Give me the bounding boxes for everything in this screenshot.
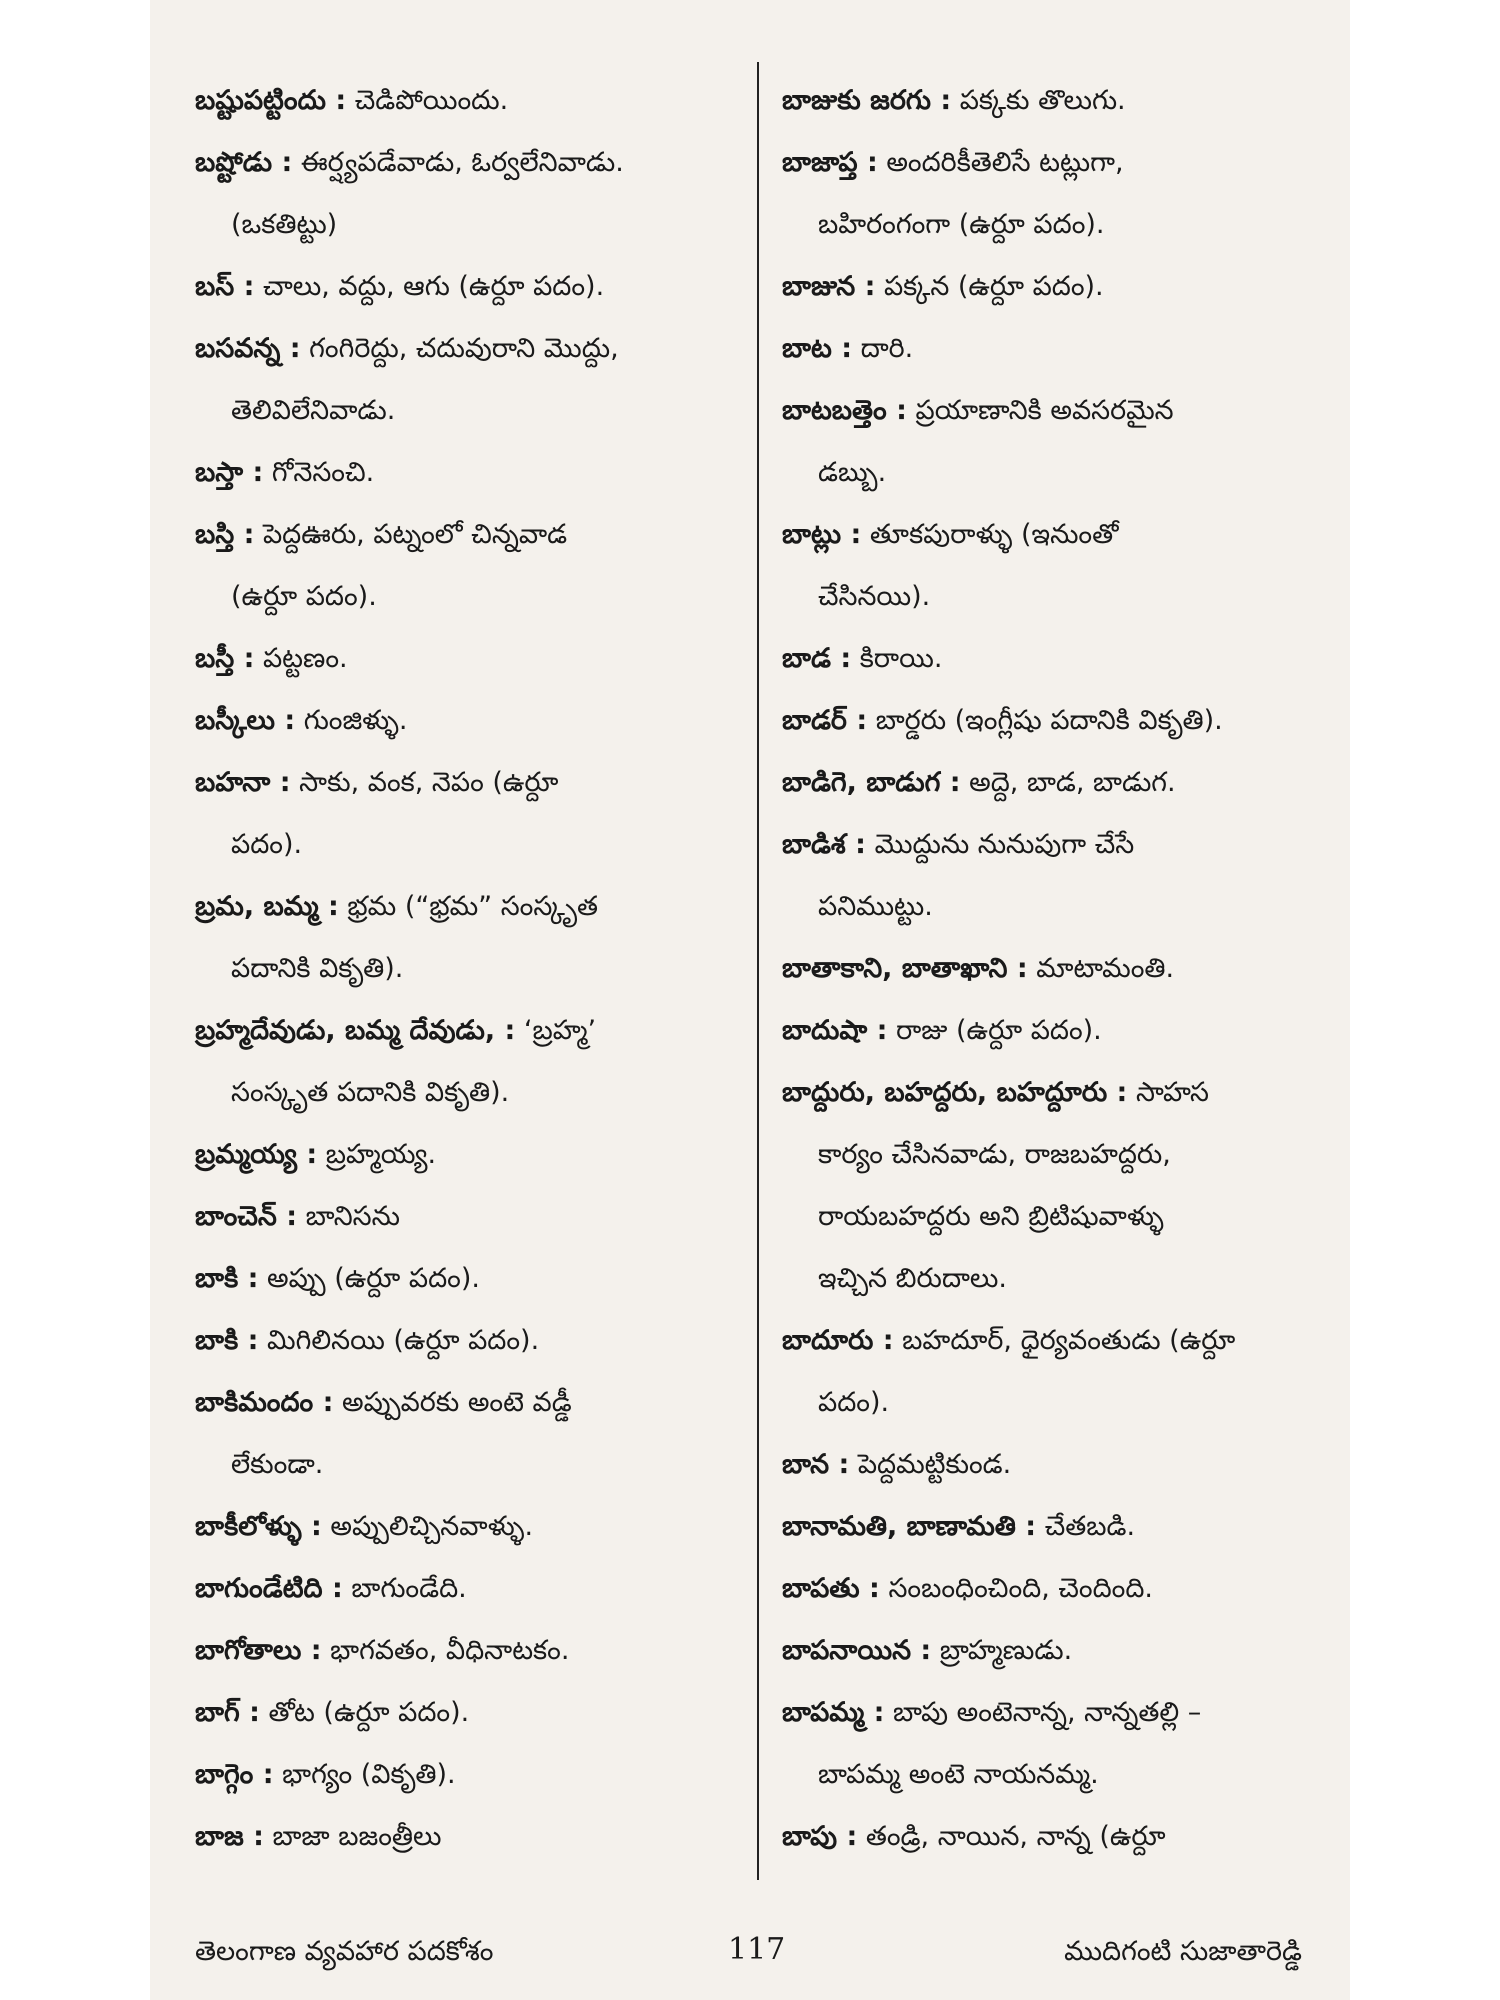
dictionary-entry	[782, 504, 1342, 628]
dictionary-entry	[782, 132, 1342, 256]
headword: బాపు :	[782, 1821, 858, 1852]
headword: బ్రమ, బమ్మ :	[195, 891, 339, 922]
definition: ప్రయాణానికి అవసరమైన	[906, 395, 1174, 426]
headword: బాజాప్త :	[782, 147, 878, 178]
headword: బ్రహ్మదేవుడు, బమ్మ దేవుడు, :	[195, 1015, 516, 1046]
definition: చాలు, వద్దు, ఆగు (ఉర్దూ పదం).	[254, 271, 605, 302]
definition: అప్పులిచ్చినవాళ్ళు.	[321, 1511, 534, 1542]
definition-continuation: చేసినయి).	[818, 581, 931, 612]
headword: బాగుండేటిది :	[195, 1573, 343, 1604]
dictionary-entry	[782, 380, 1342, 504]
headword: బాజ :	[195, 1821, 264, 1852]
definition: బాపు అంటెనాన్న, నాన్నతల్లి –	[884, 1697, 1202, 1728]
dictionary-entry	[782, 318, 1342, 380]
definition-continuation: సంస్కృత పదానికి వికృతి).	[231, 1077, 510, 1108]
dictionary-entry	[782, 1496, 1342, 1558]
definition: అప్పు (ఉర్దూ పదం).	[258, 1263, 480, 1294]
definition: రాజు (ఉర్దూ పదం).	[887, 1015, 1102, 1046]
definition: గుంజిళ్ళు.	[295, 705, 408, 736]
headword: బాదుషా :	[782, 1015, 888, 1046]
headword: బాన :	[782, 1449, 850, 1480]
dictionary-entry	[195, 628, 755, 690]
definition: తోట (ఉర్దూ పదం).	[259, 1697, 470, 1728]
definition: బార్డరు (ఇంగ్లీషు పదానికి వికృతి).	[867, 705, 1223, 736]
dictionary-entry	[195, 1124, 755, 1186]
dictionary-entry	[195, 1806, 755, 1868]
definition-continuation: తెలివిలేనివాడు.	[231, 395, 396, 426]
headword: బష్టోడు :	[195, 147, 293, 178]
dictionary-entry	[195, 1558, 755, 1620]
definition: ఈర్ష్యపడేవాడు, ఓర్వలేనివాడు.	[292, 147, 624, 178]
definition: బాగుండేది.	[342, 1573, 467, 1604]
dictionary-entry	[195, 132, 755, 256]
dictionary-entry	[195, 876, 755, 1000]
column-divider	[757, 62, 759, 1880]
definition-continuation: పదం).	[231, 829, 303, 860]
definition: గోనెసంచి.	[263, 457, 375, 488]
headword: బాట :	[782, 333, 852, 364]
dictionary-entry	[782, 1558, 1342, 1620]
dictionary-page	[150, 0, 1350, 2000]
definition: గంగిరెద్దు, చదువురాని మొద్దు,	[300, 333, 619, 364]
definition: అద్దె, బాడ, బాడుగ.	[960, 767, 1176, 798]
headword: బాగోతాలు :	[195, 1635, 322, 1666]
definition: మాటామంతి.	[1027, 953, 1175, 984]
headword: బస్తా :	[195, 457, 264, 488]
definition: భ్రమ (“భ్రమ” సంస్కృత	[338, 891, 598, 922]
definition: బ్రహ్మయ్య.	[317, 1139, 437, 1170]
dictionary-entry	[782, 256, 1342, 318]
definition: చెడిపోయిందు.	[346, 85, 509, 116]
definition-continuation: పదం).	[818, 1387, 890, 1418]
dictionary-entry	[195, 1186, 755, 1248]
definition: మిగిలినయి (ఉర్దూ పదం).	[258, 1325, 540, 1356]
headword: బాంచెన్ :	[195, 1201, 298, 1232]
dictionary-entry	[782, 1806, 1342, 1868]
definition: పెద్దమట్టికుండ.	[849, 1449, 1012, 1480]
dictionary-entry	[195, 1372, 755, 1496]
definition: సంబంధించింది, చెందింది.	[879, 1573, 1153, 1604]
headword: బాకి :	[195, 1263, 259, 1294]
headword: బాగ్గెం :	[195, 1759, 274, 1790]
definition-continuation: పనిముట్టు.	[818, 891, 933, 922]
page-footer	[150, 1932, 1350, 1986]
dictionary-entry	[195, 1310, 755, 1372]
headword: బ్రమ్మయ్య :	[195, 1139, 318, 1170]
dictionary-entry	[782, 1000, 1342, 1062]
dictionary-entry	[782, 938, 1342, 1000]
book-title: తెలంగాణ వ్యవహార పదకోశం	[195, 1936, 494, 1967]
headword: బాపతు :	[782, 1573, 880, 1604]
definition-continuation: కార్యం చేసినవాడు, రాజబహద్దరు,	[818, 1139, 1171, 1170]
definition: తండ్రి, నాయిన, నాన్న (ఉర్దూ	[857, 1821, 1166, 1852]
dictionary-entry	[195, 70, 755, 132]
headword: బస్కీలు :	[195, 705, 296, 736]
definition: దారి.	[852, 333, 914, 364]
dictionary-entry	[782, 814, 1342, 938]
dictionary-entry	[782, 690, 1342, 752]
definition: బాజా బజంత్రీలు	[263, 1821, 442, 1852]
definition: సాకు, వంక, నెపం (ఉర్దూ	[290, 767, 559, 798]
headword: బాటబత్తెం :	[782, 395, 907, 426]
left-column	[195, 70, 755, 1868]
definition: బ్రాహ్మణుడు.	[931, 1635, 1073, 1666]
dictionary-entry	[782, 1682, 1342, 1806]
definition: చేతబడి.	[1036, 1511, 1136, 1542]
definition-continuation: (ఒకతిట్టు)	[231, 209, 338, 240]
dictionary-entry	[195, 1620, 755, 1682]
headword: బాడ :	[782, 643, 852, 674]
definition: కిరాయి.	[851, 643, 943, 674]
definition: తూకపురాళ్ళు (ఇనుంతో	[861, 519, 1119, 550]
definition: పక్కకు తొలుగు.	[951, 85, 1126, 116]
headword: బస్ :	[195, 271, 255, 302]
dictionary-entry	[782, 1434, 1342, 1496]
headword: బాడిగె, బాడుగ :	[782, 767, 961, 798]
definition-continuation: బహిరంగంగా (ఉర్దూ పదం).	[818, 209, 1105, 240]
headword: బాడర్ :	[782, 705, 868, 736]
dictionary-entry	[195, 752, 755, 876]
dictionary-entry	[195, 318, 755, 442]
definition: బానిసను	[297, 1201, 400, 1232]
headword: బాజున :	[782, 271, 876, 302]
definition-continuation: రాయబహద్దరు అని బ్రిటిషువాళ్ళు	[818, 1201, 1164, 1232]
headword: బస్తి :	[195, 519, 255, 550]
definition-continuation: డబ్బు.	[818, 457, 887, 488]
headword: బాకి :	[195, 1325, 259, 1356]
author-name: ముదిగంటి సుజాతారెడ్డి	[1064, 1936, 1302, 1967]
dictionary-entry	[195, 1248, 755, 1310]
dictionary-entry	[782, 70, 1342, 132]
headword: బానామతి, బాణామతి :	[782, 1511, 1037, 1542]
definition: పట్టణం.	[254, 643, 348, 674]
headword: బసవన్న :	[195, 333, 301, 364]
dictionary-entry	[782, 1620, 1342, 1682]
definition-continuation: ఇచ్చిన బిరుదాలు.	[818, 1263, 1007, 1294]
definition: పక్కన (ఉర్దూ పదం).	[875, 271, 1104, 302]
headword: బాద్దురు, బహద్దరు, బహద్దూరు :	[782, 1077, 1128, 1108]
definition: పెద్దఊరు, పట్నంలో చిన్నవాడ	[254, 519, 568, 550]
definition: సాహస	[1127, 1077, 1209, 1108]
headword: బాగ్ :	[195, 1697, 260, 1728]
headword: బాతాకాని, బాతాఖాని :	[782, 953, 1028, 984]
headword: బాపమ్మ :	[782, 1697, 885, 1728]
definition-continuation: (ఉర్దూ పదం).	[231, 581, 377, 612]
headword: బాజుకు జరగు :	[782, 85, 952, 116]
definition: అందరికీతెలిసే టట్లుగా,	[877, 147, 1124, 178]
dictionary-entry	[782, 752, 1342, 814]
page-number: 117	[728, 1932, 786, 1967]
left-margin	[0, 0, 150, 2000]
definition: భాగ్యం (వికృతి).	[273, 1759, 456, 1790]
headword: బాకిమందం :	[195, 1387, 334, 1418]
headword: బస్తీ :	[195, 643, 255, 674]
headword: బాట్లు :	[782, 519, 862, 550]
dictionary-entry	[195, 504, 755, 628]
definition-continuation: పదానికి వికృతి).	[231, 953, 404, 984]
dictionary-entry	[195, 256, 755, 318]
headword: బాకీలోళ్ళు :	[195, 1511, 322, 1542]
definition: ‘బ్రహ్మ’	[515, 1015, 597, 1046]
headword: బాదూరు :	[782, 1325, 894, 1356]
definition: అప్పువరకు అంటె వడ్డీ	[333, 1387, 572, 1418]
dictionary-entry	[782, 628, 1342, 690]
dictionary-entry	[195, 1744, 755, 1806]
definition: బహదూర్, ధైర్యవంతుడు (ఉర్దూ	[893, 1325, 1236, 1356]
headword: బహనా :	[195, 767, 291, 798]
dictionary-entry	[782, 1310, 1342, 1434]
definition: భాగవతం, వీధినాటకం.	[321, 1635, 570, 1666]
headword: బష్టుపట్టిందు :	[195, 85, 347, 116]
headword: బాడిశ :	[782, 829, 866, 860]
definition-continuation: లేకుండా.	[231, 1449, 324, 1480]
dictionary-entry	[195, 1000, 755, 1124]
dictionary-entry	[195, 690, 755, 752]
dictionary-entry	[195, 442, 755, 504]
dictionary-entry	[195, 1496, 755, 1558]
definition: మొద్దును నునుపుగా చేసే	[865, 829, 1135, 860]
headword: బాపనాయిన :	[782, 1635, 932, 1666]
right-column	[782, 70, 1342, 1868]
definition-continuation: బాపమ్మ అంటె నాయనమ్మ.	[818, 1759, 1099, 1790]
dictionary-entry	[782, 1062, 1342, 1310]
dictionary-entry	[195, 1682, 755, 1744]
